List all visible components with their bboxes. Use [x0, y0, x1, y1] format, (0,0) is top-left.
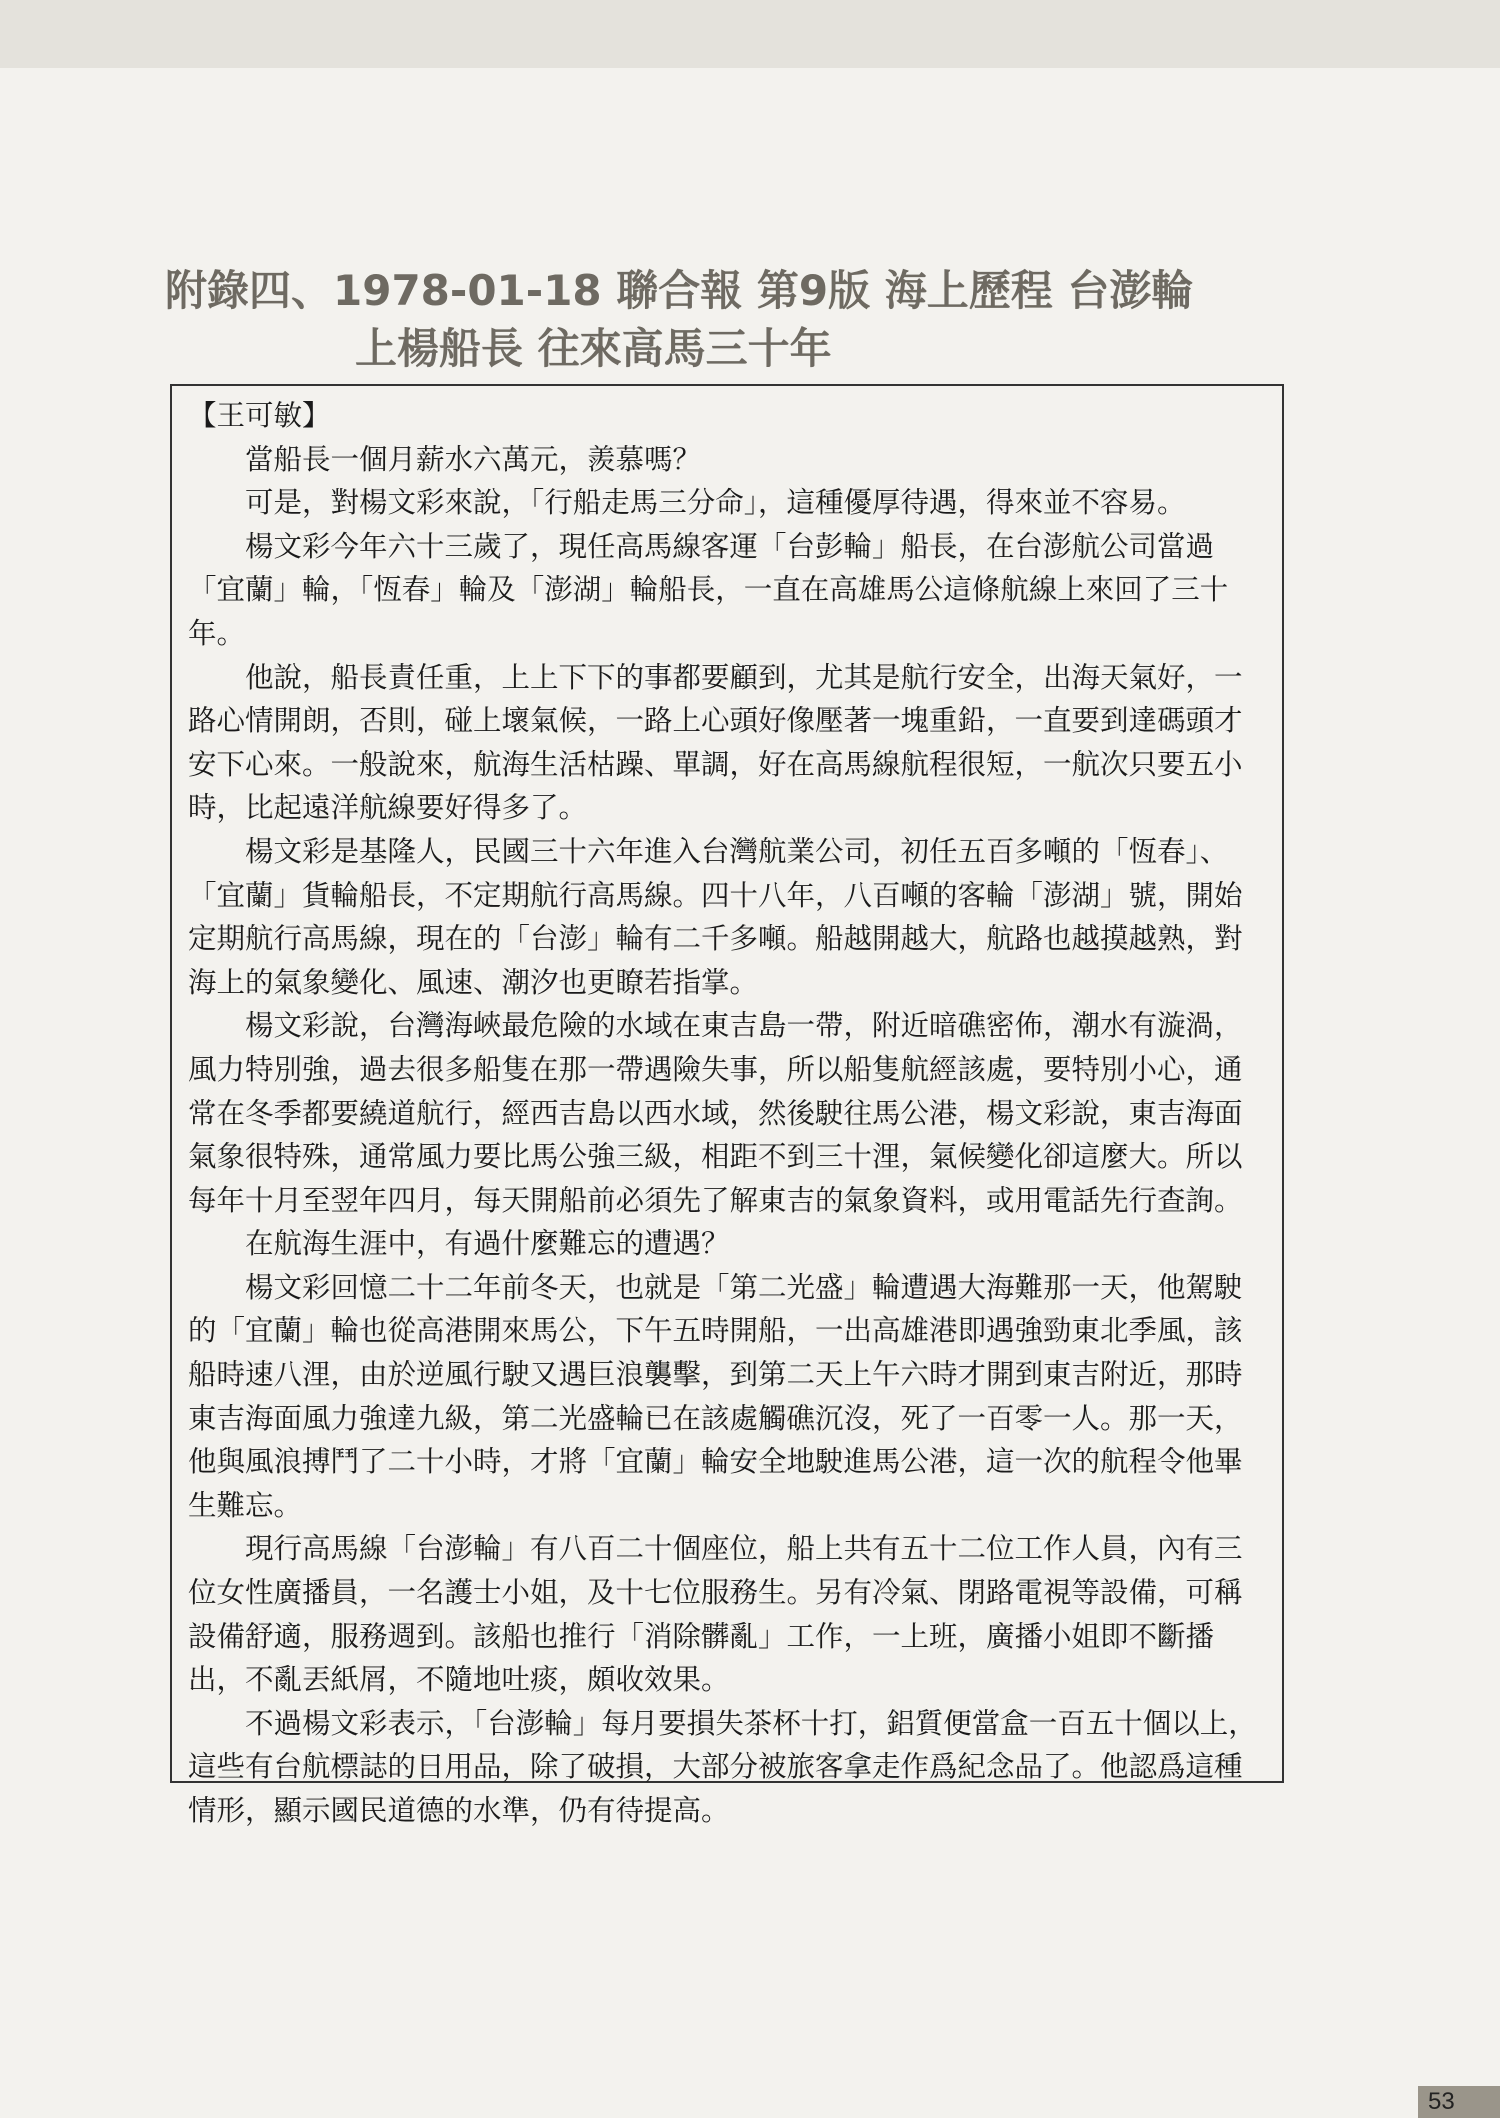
article-paragraph: 楊文彩回憶二十二年前冬天，也就是「第二光盛」輪遭遇大海難那一天，他駕駛的「宜蘭」輪也從高港開來馬公，下午五時開船，一出高雄港即遇強勁東北季風，該船時速八浬，由於逆風行駛又遇巨浪襲擊，到第二天上午六時才開到東吉附近，那時東吉海面風力強達九級，第二光盛輪已在該處觸礁沉沒，死了一百零一人。那一天，他與風浪搏鬥了二十小時，才將「宜蘭」輪安全地駛進馬公港，這一次的航程令他畢生難忘。 [188, 1270, 1243, 1522]
top-margin-band [0, 0, 1500, 68]
article-paragraph: 可是，對楊文彩來說，「行船走馬三分命」，這種優厚待遇，得來並不容易。 [245, 486, 1186, 520]
appendix-title [165, 262, 1345, 378]
article-box [170, 384, 1284, 1827]
article-paragraph: 楊文彩今年六十三歲了，現任高馬線客運「台彭輪」船長，在台澎航公司當過「宜蘭」輪，「恆春」輪及「澎湖」輪船長，一直在高雄馬公這條航線上來回了三十年。 [188, 529, 1229, 650]
article-paragraph: 他說，船長責任重，上上下下的事都要顧到，尤其是航行安全，出海天氣好，一路心情開朗，否則，碰上壞氣候，一路上心頭好像壓著一塊重鉛，一直要到達碼頭才安下心來。一般說來，航海生活枯躁、單調，好在高馬線航程很短，一航次只要五小時，比起遠洋航線要好得多了。 [188, 660, 1243, 825]
title-line-2: 上楊船長 往來高馬三十年 [355, 324, 832, 373]
title-line-1: 附錄四、1978-01-18 聯合報 第9版 海上歷程 台澎輪 [165, 266, 1194, 315]
article-paragraph: 現行高馬線「台澎輪」有八百二十個座位，船上共有五十二位工作人員，內有三位女性廣播員，一名護士小姐，及十七位服務生。另有冷氣、閉路電視等設備，可稱設備舒適，服務週到。該船也推行「消除髒亂」工作，一上班，廣播小姐即不斷播出，不亂丟紙屑，不隨地吐痰，頗收效果。 [188, 1532, 1243, 1697]
article-paragraph: 楊文彩說，台灣海峽最危險的水域在東吉島一帶，附近暗礁密佈，潮水有漩渦，風力特別強，過去很多船隻在那一帶遇險失事，所以船隻航經該處，要特別小心，通常在冬季都要繞道航行，經西吉島以西水域，然後駛往馬公港，楊文彩說，東吉海面氣象很特殊，通常風力要比馬公強三級，相距不到三十浬，氣候變化卻這麼大。所以每年十月至翌年四月，每天開船前必須先了解東吉的氣象資料，或用電話先行查詢。 [188, 1009, 1243, 1217]
article-paragraph: 當船長一個月薪水六萬元，羨慕嗎？ [245, 442, 702, 476]
article-author: 【王可敏】 [188, 399, 331, 432]
article-paragraph: 不過楊文彩表示，「台澎輪」每月要損失茶杯十打，鋁質便當盒一百五十個以上，這些有台航標誌的日用品，除了破損，大部分被旅客拿走作爲紀念品了。他認爲這種情形，顯示國民道德的水準，仍有待提高。 [188, 1706, 1257, 1827]
article-paragraph: 楊文彩是基隆人，民國三十六年進入台灣航業公司，初任五百多噸的「恆春」、「宜蘭」貨輪船長，不定期航行高馬線。四十八年，八百噸的客輪「澎湖」號，開始定期航行高馬線，現在的「台澎」輪有二千多噸。船越開越大，航路也越摸越熟，對海上的氣象變化、風速、潮汐也更瞭若指掌。 [188, 834, 1243, 999]
page-number: 53 [1418, 2086, 1500, 2118]
article-paragraph: 在航海生涯中，有過什麼難忘的遭遇？ [245, 1227, 730, 1261]
